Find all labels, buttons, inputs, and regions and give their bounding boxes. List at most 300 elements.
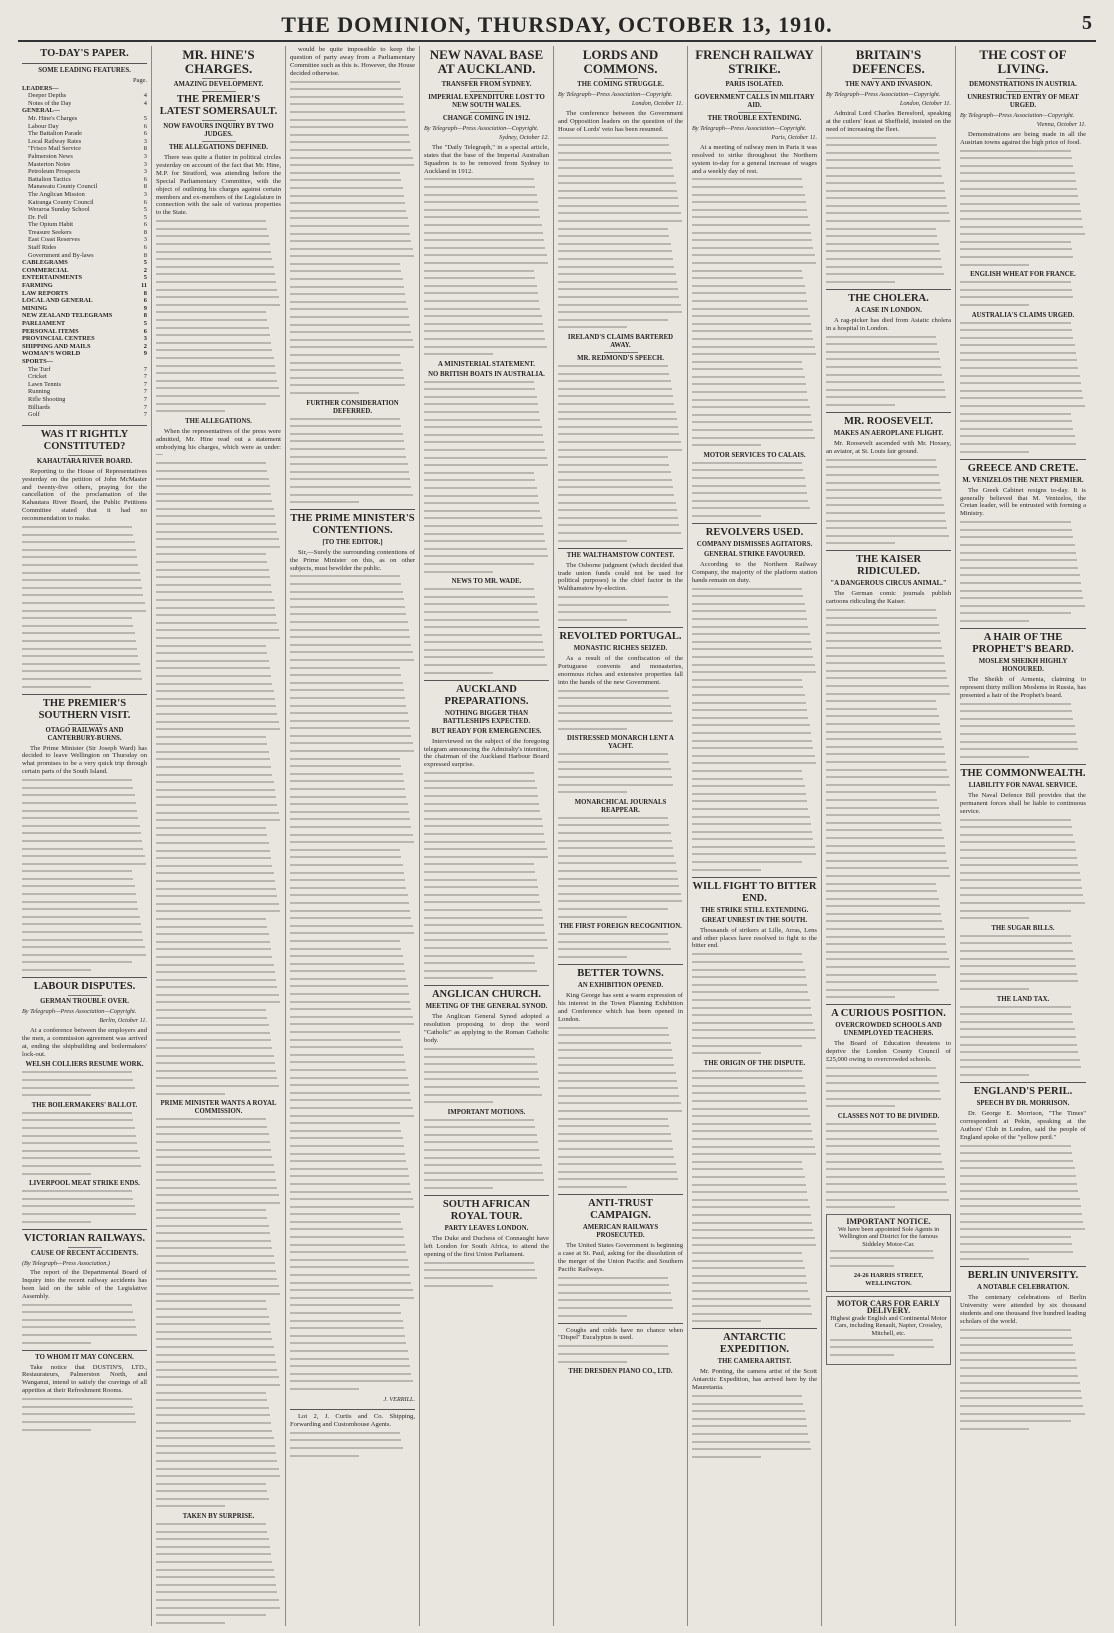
article-heading: THE COST OF LIVING.	[979, 47, 1067, 76]
article-text: Mr. Ponting, the camera artist of the Scott Antarctic Expedition, has arrived here by the Mauretania.	[692, 1368, 817, 1392]
column-2	[152, 46, 286, 1626]
body-lines	[156, 1118, 281, 1507]
toc-entry-name: The Opium Habit	[28, 221, 74, 229]
byline: By Telegraph—Press Association—Copyright.	[692, 125, 807, 132]
toc-entry	[22, 373, 147, 381]
toc-entry-page: 8	[143, 289, 147, 297]
article-text: The Anglican General Synod adopted a resolution proposing to drop the word "Catholic" as applying to the Roman Catholic body.	[424, 1013, 549, 1045]
article-text: The German comic journals publish cartoons ridiculing the Kaiser.	[826, 590, 951, 606]
todays-paper	[22, 48, 147, 419]
toc-entry-page: 4	[143, 92, 147, 100]
article-text: Reporting to the House of Representatives yesterday on the petition of John McMaster and twenty-five others, praying for the cancellation of the proclamation of the Kahautara River Board, the Public Petitions Committee stated that it had no recommendation to make.	[22, 467, 147, 523]
body-lines	[826, 137, 951, 283]
dateline: London, October 11.	[899, 100, 951, 108]
column-6	[688, 46, 822, 1626]
toc-entry	[22, 138, 147, 146]
body-lines	[830, 1339, 947, 1356]
signature: J. VERRILL.	[383, 1395, 415, 1403]
article-naval-base	[424, 48, 549, 674]
toc-entry	[22, 282, 147, 290]
article-advert	[290, 1413, 415, 1457]
body-lines	[960, 935, 1086, 990]
article-roosevelt	[826, 416, 951, 544]
toc-entry-name: Staff Rides	[28, 244, 57, 252]
article-subheading: TAKEN BY SURPRISE.	[182, 1513, 255, 1521]
column-8	[956, 46, 1090, 1626]
article-subheading: GREAT UNREST IN THE SOUTH.	[701, 916, 808, 924]
toc-entry-name: Weraroa Sunday School	[28, 206, 90, 214]
toc-entry-page: 6	[143, 327, 147, 335]
article-subheading: THE ORIGIN OF THE DISPUTE.	[703, 1059, 806, 1067]
article-text: The United States Government is beginning a case at St. Paul, asking for the dissolution of the merger of the Union Pacific and Southern Pacific Railways.	[558, 1241, 683, 1273]
byline: (By Telegraph—Press Association.)	[22, 1259, 110, 1267]
article-text: The Sheikh of Armenia, claiming to represent thirty million Moslems in Russia, has presented a hair of the Prophet's beard.	[960, 675, 1086, 699]
byline: By Telegraph—Press Association—Copyright.	[826, 91, 941, 98]
body-lines	[692, 178, 817, 446]
toc-entry-name: The Battalion Parade	[28, 130, 82, 138]
article-subheading: A NOTABLE CELEBRATION.	[976, 1284, 1070, 1292]
article-subheading: GOVERNMENT CALLS IN MILITARY AID.	[694, 94, 815, 109]
article-text: According to the Northern Railway Company, the majority of the platform station hands remain on duty.	[692, 560, 817, 584]
article-heading: ANTARCTIC EXPEDITION.	[719, 1332, 790, 1356]
toc-entry	[22, 123, 147, 131]
article-subheading: MEETING OF THE GENERAL SYNOD.	[425, 1003, 548, 1011]
toc-entry-name: Dr. Fell	[28, 213, 48, 221]
article-bitter-end	[692, 881, 817, 1323]
article-to-whom	[22, 1354, 147, 1431]
dateline: Berlin, October 11.	[99, 1017, 147, 1025]
article-subheading: TRANSFER FROM SYDNEY.	[441, 81, 532, 88]
article-cholera	[826, 293, 951, 406]
article-subheading: AUSTRALIA'S CLAIMS URGED.	[971, 311, 1075, 319]
toc-entry-name: East Coast Reserves	[28, 236, 80, 244]
article-revolvers	[692, 527, 817, 871]
article-subheading: OVERCROWDED SCHOOLS AND UNEMPLOYED TEACHERS.	[835, 1022, 942, 1038]
toc-entry-page: 4	[143, 99, 147, 107]
advert-address: 24-26 HARRIS STREET, WELLINGTON.	[853, 1272, 924, 1287]
toc-entry-name: Treasure Seekers	[28, 228, 72, 236]
toc-entry-page: 6	[143, 297, 147, 305]
article-subheading: GERMAN TROUBLE OVER.	[40, 998, 129, 1005]
article-royal-tour	[424, 1199, 549, 1287]
article-heading: THE PREMIER'S LATEST SOMERSAULT.	[159, 94, 278, 117]
column-7	[822, 46, 956, 1626]
body-lines	[156, 220, 281, 412]
body-lines	[960, 1145, 1086, 1261]
article-heading: ENGLAND'S PERIL.	[973, 1085, 1073, 1097]
toc-entry-name: Battalion Tactics	[28, 175, 71, 183]
article-text: would be quite impossible to keep the question of party away from a Parliamentary Committee such as this is. However, the House decided otherwise.	[290, 46, 415, 77]
article-heading: WAS IT RIGHTLY CONSTITUTED?	[40, 428, 129, 452]
toc-entry-page: 7	[143, 365, 147, 373]
article-text: There was quite a flutter in political circles yesterday on account of the fact that Mr. Hine, M.P. for Stratford, was attending before the Special Parliamentary Committee, with the object of outlining his charges against certain members and ex-members of the Legislature in connection with the sale of various properties to the State.	[156, 154, 281, 217]
article-subheading: A MINISTERIAL STATEMENT.	[438, 360, 535, 368]
toc-entry	[22, 358, 147, 366]
toc-entry-page: 5	[143, 213, 147, 221]
toc-entry-name: Manawatu County Council	[28, 183, 98, 191]
toc-entry-name: Notes of the Day	[28, 99, 72, 107]
article-text: The centenary celebrations of Berlin University were attended by six thousand students and one thousand five hundred leading scholars of the world.	[960, 1294, 1086, 1326]
article-subheading: PARIS ISOLATED.	[725, 81, 784, 88]
article-text: Mr. Roosevelt ascended with Mr. Hoxsey, an aviator, at St. Louis fair ground.	[826, 439, 951, 455]
article-text: At a meeting of railway men in Paris it was resolved to strike throughout the Northern system to-day for a general increase of wages and a weekly day of rest.	[692, 143, 817, 175]
article-text: A rag-picker has died from Asiatic cholera in a hospital in London.	[826, 316, 951, 332]
body-lines	[156, 462, 281, 1094]
advert-important-notice	[826, 1214, 951, 1291]
article-heading: NEW NAVAL BASE AT AUCKLAND.	[429, 47, 544, 76]
toc-entry-name: Kairanga County Council	[28, 198, 94, 206]
article-anglican-church	[424, 989, 549, 1189]
article-subheading: CAUSE OF RECENT ACCIDENTS.	[31, 1249, 138, 1257]
byline: By Telegraph—Press Association—Copyright.	[558, 91, 673, 98]
body-lines	[424, 1119, 549, 1189]
body-lines	[290, 1432, 415, 1457]
toc-entry-page: 6	[143, 221, 147, 229]
article-commonwealth	[960, 768, 1086, 1076]
body-lines	[826, 336, 951, 406]
article-subheading: THE LAND TAX.	[996, 995, 1050, 1003]
article-subheading: AMERICAN RAILWAYS PROSECUTED.	[582, 1223, 659, 1239]
toc-entry	[22, 206, 147, 214]
body-lines	[558, 690, 683, 730]
toc-entry-name: CABLEGRAMS	[22, 259, 68, 267]
article-text: The Duke and Duchess of Connaught have left London for South Africa, to attend the opening of the first Union Parliament.	[424, 1235, 549, 1258]
article-subheading: A CASE IN LONDON.	[855, 306, 922, 314]
article-cost-of-living	[960, 48, 1086, 453]
article-text: The "Daily Telegraph," in a special article, states that the base of the Imperial Australian Squadron is to be removed from Sydney to Auckland in 1912.	[424, 143, 549, 175]
article-subheading: THE FIRST FOREIGN RECOGNITION.	[559, 923, 682, 931]
toc-entry-page: 5	[143, 274, 147, 282]
toc-entry	[22, 100, 147, 108]
article-kaiser	[826, 554, 951, 998]
body-lines	[558, 1027, 683, 1188]
advert-title: IMPORTANT NOTICE.	[846, 1217, 931, 1227]
byline: By Telegraph—Press Association—Copyright.	[424, 125, 539, 132]
article-subheading: M. VENIZELOS THE NEXT PREMIER.	[962, 476, 1084, 484]
article-subheading: THE ALLEGATIONS.	[185, 417, 252, 425]
body-lines	[826, 1067, 951, 1107]
toc-entry	[22, 130, 147, 138]
article-subheading: SPEECH BY DR. MORRISON.	[976, 1099, 1070, 1107]
body-lines	[424, 1048, 549, 1103]
article-subheading: FURTHER CONSIDERATION DEFERRED.	[306, 399, 399, 415]
article-heading: BRITAIN'S DEFENCES.	[852, 47, 925, 76]
article-text: The Osborne judgment (which decided that trade union funds could not be used for political purposes) is the chief factor in the Walthamstow by-election.	[558, 561, 683, 593]
article-portugal	[558, 631, 683, 958]
toc-entry	[22, 115, 147, 123]
body-lines	[692, 1070, 817, 1323]
toc-entry-name: Masterton Notes	[28, 160, 71, 168]
toc-entry-name: PERSONAL ITEMS	[22, 327, 79, 335]
body-lines	[960, 1329, 1086, 1430]
toc-entry-page: 9	[143, 304, 147, 312]
article-heading: GREECE AND CRETE.	[967, 462, 1079, 474]
masthead	[18, 6, 1096, 42]
article-subheading: MONARCHICAL JOURNALS REAPPEAR.	[574, 798, 667, 814]
article-subheading: UNRESTRICTED ENTRY OF MEAT URGED.	[967, 94, 1079, 109]
toc-entry-page: 6	[143, 130, 147, 138]
toc-entry-name: Mr. Hine's Charges	[28, 114, 78, 122]
article-dresden	[558, 1327, 683, 1377]
article-text: When the representatives of the press were admitted, Mr. Hine read out a statement embodying his charges, which were as under:—	[156, 427, 281, 459]
article-hine-charges	[156, 48, 281, 1624]
newspaper-title: THE DOMINION, THURSDAY, OCTOBER 13, 1910.	[281, 12, 833, 37]
article-text: Dr. George E. Morrison, "The Times" correspondent at Pekin, speaking at the Authors' Club in London, said the people of England spoke of the "yellow peril."	[960, 1109, 1086, 1141]
article-subheading: SOME LEADING FEATURES.	[38, 67, 131, 74]
toc-entry-page: 7	[143, 373, 147, 381]
dateline: Sydney, October 12.	[499, 134, 549, 142]
article-subheading: OTAGO RAILWAYS AND CANTERBURY-BURNS.	[45, 726, 124, 742]
article-heading: BERLIN UNIVERSITY.	[967, 1270, 1079, 1282]
toc-entry-name: The Turf	[28, 365, 51, 373]
toc-entry-name: Labour Day	[28, 122, 59, 130]
article-subheading: THE NAVY AND INVASION.	[844, 81, 933, 88]
toc-entry	[22, 381, 147, 389]
toc-entry-name: Cricket	[28, 373, 47, 381]
article-heading: FRENCH RAILWAY STRIKE.	[695, 47, 814, 76]
article-subheading: THE ALLEGATIONS DEFINED.	[168, 144, 269, 151]
body-lines	[960, 322, 1086, 453]
toc-entry-name: WOMAN'S WORLD	[22, 350, 81, 358]
article-subheading: AMAZING DEVELOPMENT.	[173, 81, 264, 88]
toc-entry	[22, 161, 147, 169]
body-lines	[290, 81, 415, 394]
article-subheading: MOSLEM SHEIKH HIGHLY HONOURED.	[978, 657, 1068, 673]
toc-entry-name: SPORTS—	[22, 357, 54, 365]
article-subheading: GENERAL STRIKE FAVOURED.	[703, 550, 806, 558]
toc-entry-page: 7	[143, 395, 147, 403]
article-subheading: PRIME MINISTER WANTS A ROYAL COMMISSION.	[160, 1100, 277, 1116]
toc-entry	[22, 145, 147, 153]
toc-entry-page: 5	[143, 320, 147, 327]
body-lines	[424, 588, 549, 674]
toc-entry-page: 6	[143, 244, 147, 252]
body-lines	[558, 365, 683, 542]
toc-entry-page	[145, 107, 147, 115]
article-subheading: MAKES AN AEROPLANE FLIGHT.	[833, 429, 944, 437]
article-heading: REVOLVERS USED.	[705, 526, 804, 538]
toc-entry	[22, 343, 147, 351]
toc-entry-name: Government and By-laws	[28, 251, 94, 259]
byline: By Telegraph—Press Association—Copyright.	[960, 112, 1075, 119]
toc-entry	[22, 168, 147, 176]
toc-entry-name: Petroleum Prospects	[28, 168, 81, 176]
toc-entry-name: FARMING	[22, 282, 53, 290]
body-lines	[692, 588, 817, 871]
toc-entry	[22, 244, 147, 252]
toc-entry	[22, 153, 147, 161]
article-subheading: COMPANY DISMISSES AGITATORS.	[696, 540, 813, 548]
toc-entry-page: 8	[143, 228, 147, 236]
article-england-peril	[960, 1086, 1086, 1261]
article-heading: LORDS AND COMMONS.	[582, 47, 659, 76]
article-subheading: AN EXHIBITION OPENED.	[577, 981, 664, 989]
article-subheading: THE CAMERA ARTIST.	[717, 1358, 792, 1366]
article-heading: THE CHOLERA.	[848, 292, 929, 304]
page-number: 5	[1082, 12, 1092, 34]
body-lines	[558, 137, 683, 329]
article-text: The conference between the Government and Opposition leaders on the question of the House of Lords' veto has been resumed.	[558, 109, 683, 133]
body-lines	[692, 1395, 817, 1458]
toc-entry-page: 7	[143, 380, 147, 388]
toc-entry	[22, 305, 147, 313]
toc-entry-name: Deeper Depths	[28, 92, 67, 100]
toc-entry-name: SHIPPING AND MAILS	[22, 342, 91, 350]
article-subheading: IMPORTANT MOTIONS.	[447, 1108, 526, 1116]
article-heading: THE WALTHAMSTOW CONTEST.	[566, 551, 675, 559]
article-britain-defences	[826, 48, 951, 283]
article-subheading: THE TROUBLE EXTENDING.	[707, 115, 802, 122]
toc-entry-name: NEW ZEALAND TELEGRAMS	[22, 312, 113, 320]
article-curious-position	[826, 1008, 951, 1208]
toc-entry-name: PARLIAMENT	[22, 320, 66, 327]
article-heading: AUCKLAND PREPARATIONS.	[444, 683, 529, 707]
article-text: Demonstrations are being made in all the Austrian towns against the high price of food.	[960, 130, 1086, 146]
article-french-strike	[692, 48, 817, 517]
dateline: London, October 11.	[631, 100, 683, 108]
article-subheading: IRELAND'S CLAIMS BARTERED AWAY.	[567, 333, 674, 349]
toc-entry-name: The Anglican Mission	[28, 190, 85, 198]
toc-entry-name: Golf	[28, 411, 40, 419]
advert-text: Highest grade English and Continental Motor Cars, including Renault, Napier, Crossley, Mitchell, etc.	[830, 1314, 947, 1337]
toc-entry-page: 6	[143, 122, 147, 130]
toc-entry-page: 8	[143, 312, 147, 320]
article-text: The Greek Cabinet resigns to-day. It is generally believed that M. Venizelos, the Cretan leader, will be entrusted with forming a Ministry.	[960, 486, 1086, 518]
body-lines	[960, 1006, 1086, 1076]
toc-entry	[22, 290, 147, 298]
toc-entry-page	[145, 85, 147, 93]
article-subheading: IMPERIAL EXPENDITURE LOST TO NEW SOUTH WALES.	[428, 94, 545, 109]
toc-entry-name: Billiards	[28, 403, 51, 411]
toc-entry	[22, 350, 147, 358]
article-text: Interviewed on the subject of the foregoing telegram announcing the Admiralty's intention, the chairman of the Auckland Harbour Board expressed surprise.	[424, 737, 549, 769]
byline: By Telegraph—Press Association—Copyright.	[22, 1008, 137, 1015]
article-heading: ANGLICAN CHURCH.	[431, 989, 542, 1001]
article-heading: THE PREMIER'S SOUTHERN VISIT.	[38, 697, 131, 721]
dateline: Vienna, October 11.	[1036, 121, 1086, 129]
article-text: The report of the Departmental Board of Inquiry into the recent railway accidents has been laid on the table of the Legislative Assembly.	[22, 1268, 147, 1300]
article-subheading: THE COMING STRUGGLE.	[577, 81, 664, 88]
toc-entry	[22, 388, 147, 396]
article-heading: THE KAISER RIDICULED.	[855, 554, 922, 578]
toc-entry-page: 5	[143, 114, 147, 122]
toc-entry-page: 5	[143, 259, 147, 267]
toc-entry-page: 8	[143, 183, 147, 191]
toc-entry-name: GENERAL—	[22, 107, 60, 115]
article-heading: THE COMMONWEALTH.	[960, 767, 1086, 779]
body-lines	[960, 150, 1086, 266]
toc-entry-page: 8	[143, 251, 147, 259]
article-heading: A HAIR OF THE PROPHET'S BEARD.	[972, 631, 1074, 655]
body-lines	[424, 381, 549, 573]
toc-entry-page: 7	[143, 403, 147, 411]
toc-entry-name: LOCAL AND GENERAL	[22, 297, 93, 305]
body-lines	[558, 1345, 683, 1362]
article-heading: A CURIOUS POSITION.	[831, 1008, 946, 1020]
toc-entry-name: Rifle Shooting	[28, 395, 66, 403]
toc-entry	[22, 199, 147, 207]
article-prophet-beard	[960, 632, 1086, 758]
column-4	[420, 46, 554, 1626]
body-lines	[424, 772, 549, 979]
article-subheading: NOTHING BIGGER THAN BATTLESHIPS EXPECTED.	[442, 709, 531, 725]
toc-entry-name: Lawn Tennis	[28, 380, 61, 388]
article-heading: BETTER TOWNS.	[577, 967, 664, 979]
toc-entry	[22, 191, 147, 199]
advert-text: We have been appointed Sole Agents in Wellington and District for the famous Siddeley Motor-Car.	[837, 1225, 940, 1248]
advert-footer: THE DRESDEN PIANO CO., LTD.	[568, 1368, 673, 1376]
toc-entry-page: 3	[143, 160, 147, 168]
toc-entry	[22, 267, 147, 275]
article-text: Admiral Lord Charles Beresford, speaking at the cutlers' feast at Sheffield, insisted on the need of increasing the fleet.	[826, 109, 951, 133]
body-lines	[22, 1112, 147, 1175]
toc-entry-name: "Frisco Mail Service	[28, 145, 82, 153]
body-lines	[826, 1123, 951, 1209]
article-heading: WILL FIGHT TO BITTER END.	[692, 880, 817, 904]
article-subheading: CHANGE COMING IN 1912.	[442, 115, 531, 122]
body-lines	[830, 1250, 947, 1267]
toc-entry-name: COMMERCIAL	[22, 266, 69, 274]
column-5	[554, 46, 688, 1626]
toc-entry	[22, 274, 147, 282]
toc-entry-page: 3	[143, 152, 147, 160]
toc-entry	[22, 320, 147, 328]
article-heading: REVOLTED PORTUGAL.	[559, 631, 682, 643]
body-lines	[558, 596, 683, 621]
article-heading: MR. HINE'S CHARGES.	[182, 47, 255, 76]
body-lines	[290, 418, 415, 504]
article-subheading: CLASSES NOT TO BE DIVIDED.	[837, 1112, 940, 1120]
article-victorian-railways	[22, 1233, 147, 1344]
article-subheading: MOTOR SERVICES TO CALAIS.	[703, 451, 806, 459]
toc-entry-name: PROVINCIAL CENTRES	[22, 335, 95, 343]
article-subheading: MONASTIC RICHES SEIZED.	[573, 645, 668, 653]
article-text: The Prime Minister (Sir Joseph Ward) has decided to leave Wellington on Thursday on what promises to be a very quick trip through certain parts of the South Island.	[22, 744, 147, 776]
toc-entry	[22, 404, 147, 412]
article-constituted	[22, 429, 147, 688]
toc-entry	[22, 176, 147, 184]
toc-entry-name: LEADERS—	[22, 84, 59, 92]
article-text: At a conference between the employers and the men, a commission agreement was arrived at, ending the shipbuilding and boilermakers' lock-out.	[22, 1026, 147, 1058]
toc-entry	[22, 92, 147, 100]
body-lines	[960, 819, 1086, 920]
body-lines	[558, 933, 683, 958]
body-lines	[22, 779, 147, 971]
article-heading: LABOUR DISPUTES.	[33, 981, 136, 992]
article-text: As a result of the confiscation of the Portuguese convents and monasteries, enormous riches and extensive properties fall into the hands of the new Government.	[558, 655, 683, 686]
toc-entry	[22, 252, 147, 260]
toc-list	[22, 85, 147, 419]
article-greece-crete	[960, 463, 1086, 622]
toc-entry-page: 5	[143, 206, 147, 214]
toc-entry-page: 2	[143, 266, 147, 274]
body-lines	[960, 521, 1086, 622]
toc-entry	[22, 236, 147, 244]
article-heading: MR. ROOSEVELT.	[844, 415, 933, 427]
toc-entry	[22, 328, 147, 336]
body-lines	[22, 1304, 147, 1344]
body-lines	[960, 703, 1086, 758]
article-berlin-university	[960, 1270, 1086, 1429]
toc-entry-name: ENTERTAINMENTS	[22, 274, 83, 282]
toc-entry-name: Running	[28, 388, 51, 396]
article-subheading: MR. REDMOND'S SPEECH.	[577, 354, 664, 362]
article-lords-commons	[558, 48, 683, 542]
toc-entry	[22, 259, 147, 267]
toc-entry	[22, 297, 147, 305]
toc-entry	[22, 366, 147, 374]
body-lines	[692, 953, 817, 1054]
